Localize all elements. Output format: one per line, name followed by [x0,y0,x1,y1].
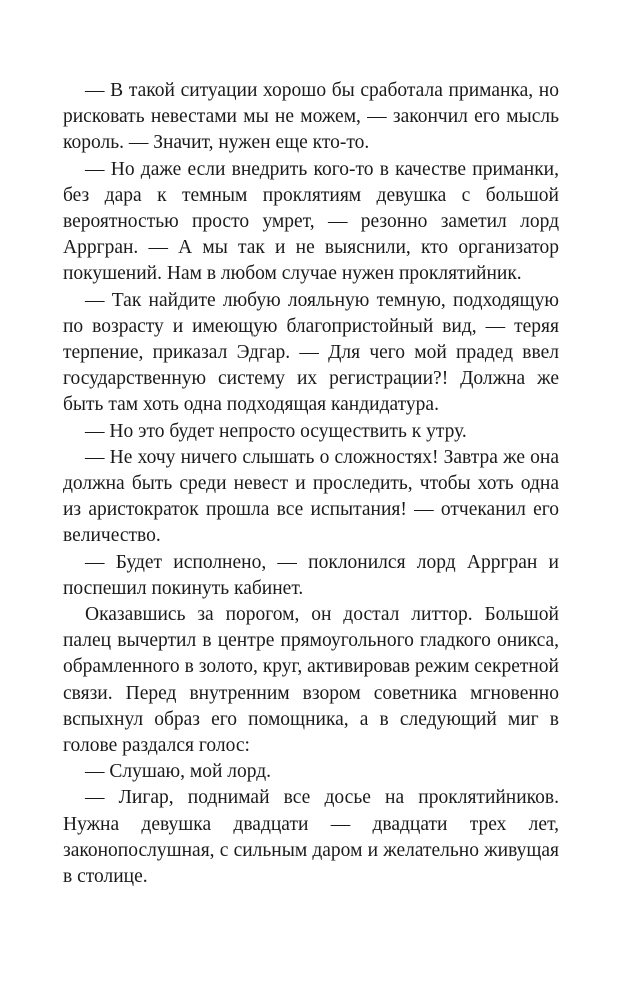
paragraph-5: — Не хочу ничего слышать о сложностях! Завтра же она должна быть среди невест и проследить, чтобы хоть одна из аристократок прошла все испытания! — отчеканил его величество. [63,446,559,547]
paragraph-1: — В такой ситуации хорошо бы сработала приманка, но рисковать невестами мы не можем, — закончил его мысль король. — Значит, нужен еще кто-то. [63,80,559,154]
paragraph-6: — Будет исполнено, — поклонился лорд Арргран и поспешил покинуть кабинет. [63,551,559,599]
paragraph-8: — Слушаю, мой лорд. [85,761,272,783]
paragraph-2: — Но даже если внедрить кого-то в качестве приманки, без дара к темным проклятиям девушка с большой вероятностью просто умрет, — резонно заметил лорд Арргран. — А мы так и не выяснили, кто организатор покушений. Нам в любом случае нужен проклятийник. [63,158,559,285]
book-page-text [63,78,559,890]
paragraph-3: — Так найдите любую лояльную темную, подходящую по возрасту и имеющую благопристойный вид, — теряя терпение, приказал Эдгар. — Для чего мой прадед ввел государственную систему их регистрации?! Должна же быть там хоть одна подходящая кандидатура. [63,289,559,416]
paragraph-7: Оказавшись за порогом, он достал литтор. Большой палец вычертил в центре прямоугольного гладкого оникса, обрамленного в золото, круг, активировав режим секретной связи. Перед внутренним взором советника мгновенно вспыхнул образ его помощника, а в следующий миг в голове раздался голос: [63,604,559,757]
paragraph-9: — Лигар, поднимай все досье на проклятийников. Нужна девушка двадцати — двадцати трех лет, законопослушная, с сильным даром и желательно живущая в столице. [63,787,559,888]
paragraph-4: — Но это будет непросто осуществить к утру. [85,420,467,442]
